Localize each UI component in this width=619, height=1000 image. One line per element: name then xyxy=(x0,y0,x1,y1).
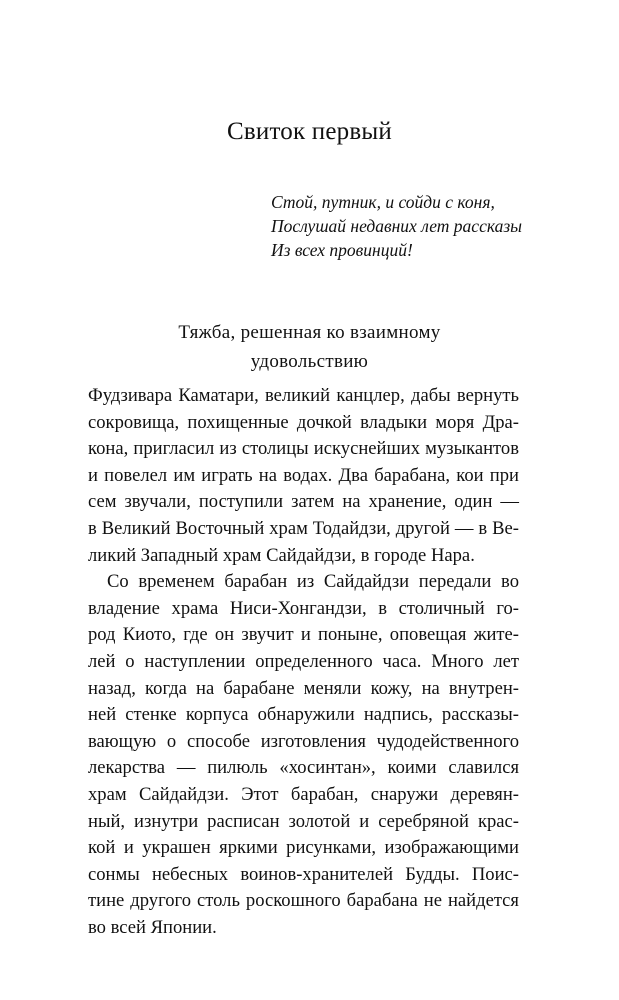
text-line: ный, изнутри расписан золотой и серебряной крас- xyxy=(88,810,519,832)
text-line: сокровища, похищенные дочкой владыки моря Дра- xyxy=(88,411,519,433)
epigraph-line: Послушай недавних лет рассказы xyxy=(271,216,523,236)
epigraph xyxy=(271,190,522,262)
text-line: храм Сайдайдзи. Этот барабан, снаружи деревян- xyxy=(88,783,519,805)
paragraph-1 xyxy=(88,383,519,569)
text-line: лей о наступлении определенного часа. Много лет xyxy=(88,650,519,672)
body-text xyxy=(88,383,519,941)
chapter-title: Свиток первый xyxy=(227,118,392,145)
text-line: кона, пригласил из столицы искуснейших музыкантов xyxy=(88,438,519,460)
epigraph-line: Стой, путник, и сойди с коня, xyxy=(271,192,495,212)
text-line: тине другого столь роскошного барабана не найдется xyxy=(88,890,519,912)
text-line: лекарства — пилюль «хосинтан», коими славился xyxy=(88,757,519,779)
text-line: кой и украшен яркими рисунками, изображающими xyxy=(88,837,519,859)
text-line: Со временем барабан из Сайдайдзи передали во xyxy=(107,571,519,593)
text-line: Фудзивара Каматари, великий канцлер, дабы вернуть xyxy=(88,385,519,406)
text-line: вающую о способе изготовления чудодейственного xyxy=(88,730,519,752)
text-line: род Киото, где он звучит и поныне, оповещая жите- xyxy=(88,624,519,646)
text-line: и повелел им играть на водах. Два барабана, кои при xyxy=(88,464,519,486)
text-line: ликий Западный храм Сайдайдзи, в городе Нара. xyxy=(88,544,475,566)
text-line: сем звучали, поступили затем на хранение, один — xyxy=(88,491,519,513)
section-title-line: Тяжба, решенная ко взаимному xyxy=(178,322,441,343)
text-line: в Великий Восточный храм Тодайдзи, другой — в Ве- xyxy=(88,517,519,539)
section-title xyxy=(0,318,619,376)
epigraph-line: Из всех провинций! xyxy=(271,240,413,260)
text-line: во всей Японии. xyxy=(88,916,217,938)
section-title-line: удовольствию xyxy=(250,351,369,372)
text-line: владение храма Ниси-Хонгандзи, в столичный го- xyxy=(88,597,519,619)
paragraph-2 xyxy=(88,569,519,941)
text-line: сонмы небесных воинов-хранителей Будды. Поис- xyxy=(88,863,519,885)
text-line: ней стенке корпуса обнаружили надпись, рассказы- xyxy=(88,704,519,726)
text-line: назад, когда на барабане меняли кожу, на внутрен- xyxy=(88,677,519,699)
